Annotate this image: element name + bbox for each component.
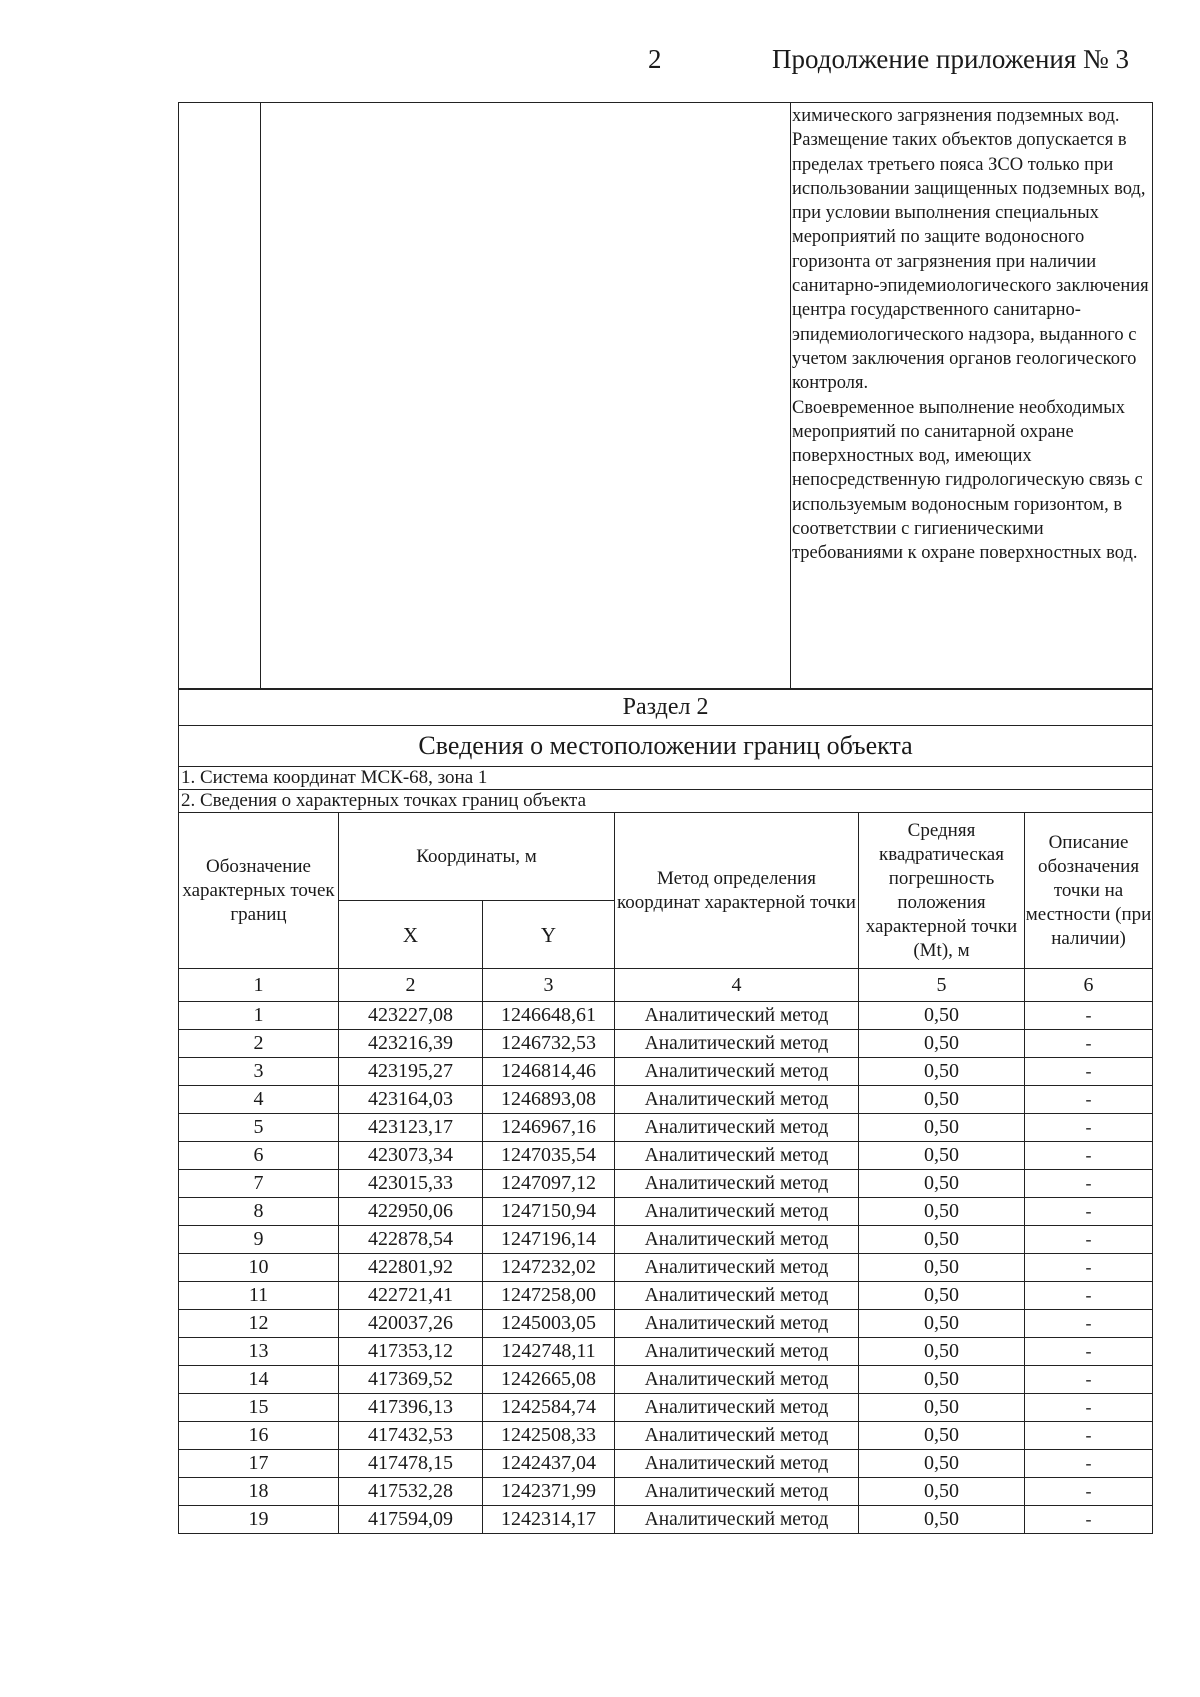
x-coordinate-cell: 422950,06	[339, 1198, 483, 1226]
table-row	[179, 1338, 1153, 1366]
x-coordinate-cell: 417594,09	[339, 1506, 483, 1534]
table-row	[179, 1058, 1153, 1086]
continuation-cell-empty-2	[261, 103, 791, 690]
column-number: 3	[483, 969, 615, 1002]
error-cell: 0,50	[859, 1478, 1025, 1506]
y-coordinate-cell: 1246967,16	[483, 1114, 615, 1142]
y-coordinate-cell: 1242371,99	[483, 1478, 615, 1506]
point-id-cell: 16	[179, 1422, 339, 1450]
point-id-cell: 15	[179, 1394, 339, 1422]
y-coordinate-cell: 1242584,74	[483, 1394, 615, 1422]
description-cell: -	[1025, 1002, 1153, 1030]
error-cell: 0,50	[859, 1254, 1025, 1282]
point-id-cell: 13	[179, 1338, 339, 1366]
table-row	[179, 1226, 1153, 1254]
error-cell: 0,50	[859, 1506, 1025, 1534]
coordinate-system: 1. Система координат МСК-68, зона 1	[179, 767, 1153, 790]
y-coordinate-cell: 1246732,53	[483, 1030, 615, 1058]
point-id-cell: 17	[179, 1450, 339, 1478]
y-coordinate-cell: 1242314,17	[483, 1506, 615, 1534]
table-row	[179, 1002, 1153, 1030]
x-coordinate-cell: 423073,34	[339, 1142, 483, 1170]
description-cell: -	[1025, 1226, 1153, 1254]
method-cell: Аналитический метод	[615, 1478, 859, 1506]
column-number: 5	[859, 969, 1025, 1002]
page-number: 2	[648, 44, 662, 74]
column-number: 1	[179, 969, 339, 1002]
y-coordinate-cell: 1242437,04	[483, 1450, 615, 1478]
description-cell: -	[1025, 1030, 1153, 1058]
method-cell: Аналитический метод	[615, 1170, 859, 1198]
point-id-cell: 7	[179, 1170, 339, 1198]
continuation-paragraph: Своевременное выполнение необходимых мероприятий по санитарной охране поверхностных вод, имеющих непосредственную гидрологическую связь с используемым водоносным горизонтом, в соответствии с гигиеническими требованиями к охране поверхностных вод.	[792, 397, 1143, 564]
y-coordinate-cell: 1247258,00	[483, 1282, 615, 1310]
header-error: Средняя квадратическая погрешность положения характерной точки (Mt), м	[859, 813, 1025, 969]
section-title: Сведения о местоположении границ объекта	[179, 726, 1153, 767]
column-number: 6	[1025, 969, 1153, 1002]
x-coordinate-cell: 420037,26	[339, 1310, 483, 1338]
description-cell: -	[1025, 1310, 1153, 1338]
x-coordinate-cell: 417396,13	[339, 1394, 483, 1422]
continuation-text-cell	[791, 103, 1153, 690]
description-cell: -	[1025, 1142, 1153, 1170]
column-number: 2	[339, 969, 483, 1002]
description-cell: -	[1025, 1198, 1153, 1226]
continuation-table	[178, 102, 1153, 690]
description-cell: -	[1025, 1422, 1153, 1450]
method-cell: Аналитический метод	[615, 1310, 859, 1338]
error-cell: 0,50	[859, 1058, 1025, 1086]
description-cell: -	[1025, 1058, 1153, 1086]
points-caption: 2. Сведения о характерных точках границ объекта	[179, 790, 1153, 813]
table-row	[179, 1114, 1153, 1142]
method-cell: Аналитический метод	[615, 1030, 859, 1058]
point-id-cell: 8	[179, 1198, 339, 1226]
continuation-cell-empty-1	[179, 103, 261, 690]
table-row	[179, 1450, 1153, 1478]
point-id-cell: 10	[179, 1254, 339, 1282]
y-coordinate-cell: 1247232,02	[483, 1254, 615, 1282]
table-row	[179, 1394, 1153, 1422]
y-coordinate-cell: 1245003,05	[483, 1310, 615, 1338]
description-cell: -	[1025, 1282, 1153, 1310]
y-coordinate-cell: 1246814,46	[483, 1058, 615, 1086]
table-row	[179, 1282, 1153, 1310]
y-coordinate-cell: 1247097,12	[483, 1170, 615, 1198]
error-cell: 0,50	[859, 1422, 1025, 1450]
method-cell: Аналитический метод	[615, 1506, 859, 1534]
x-coordinate-cell: 423195,27	[339, 1058, 483, 1086]
point-id-cell: 6	[179, 1142, 339, 1170]
x-coordinate-cell: 423164,03	[339, 1086, 483, 1114]
error-cell: 0,50	[859, 1282, 1025, 1310]
point-id-cell: 5	[179, 1114, 339, 1142]
continuation-paragraph: Размещение таких объектов допускается в пределах третьего пояса ЗСО только при использовании защищенных подземных вод, при условии выполнения специальных мероприятий по защите водоносного горизонта от загрязнения при наличии санитарно-эпидемиологического заключения центра государственного санитарно-эпидемиологического надзора, выданного с учетом заключения органов геологического контроля.	[792, 130, 1149, 394]
header-y: Y	[483, 901, 615, 969]
point-id-cell: 12	[179, 1310, 339, 1338]
description-cell: -	[1025, 1254, 1153, 1282]
method-cell: Аналитический метод	[615, 1058, 859, 1086]
description-cell: -	[1025, 1114, 1153, 1142]
y-coordinate-cell: 1242748,11	[483, 1338, 615, 1366]
point-id-cell: 3	[179, 1058, 339, 1086]
description-cell: -	[1025, 1338, 1153, 1366]
x-coordinate-cell: 417478,15	[339, 1450, 483, 1478]
header-description: Описание обозначения точки на местности (при наличии)	[1025, 813, 1153, 969]
header-method: Метод определения координат характерной точки	[615, 813, 859, 969]
error-cell: 0,50	[859, 1086, 1025, 1114]
method-cell: Аналитический метод	[615, 1226, 859, 1254]
error-cell: 0,50	[859, 1142, 1025, 1170]
description-cell: -	[1025, 1366, 1153, 1394]
error-cell: 0,50	[859, 1198, 1025, 1226]
x-coordinate-cell: 423227,08	[339, 1002, 483, 1030]
error-cell: 0,50	[859, 1366, 1025, 1394]
header-point: Обозначение характерных точек границ	[179, 813, 339, 969]
point-id-cell: 2	[179, 1030, 339, 1058]
table-row	[179, 1422, 1153, 1450]
y-coordinate-cell: 1247035,54	[483, 1142, 615, 1170]
header-x: X	[339, 901, 483, 969]
method-cell: Аналитический метод	[615, 1086, 859, 1114]
method-cell: Аналитический метод	[615, 1198, 859, 1226]
table-row	[179, 1170, 1153, 1198]
x-coordinate-cell: 417432,53	[339, 1422, 483, 1450]
x-coordinate-cell: 422721,41	[339, 1282, 483, 1310]
description-cell: -	[1025, 1506, 1153, 1534]
table-row	[179, 1366, 1153, 1394]
point-id-cell: 14	[179, 1366, 339, 1394]
description-cell: -	[1025, 1394, 1153, 1422]
x-coordinate-cell: 422801,92	[339, 1254, 483, 1282]
x-coordinate-cell: 417369,52	[339, 1366, 483, 1394]
table-row	[179, 1478, 1153, 1506]
y-coordinate-cell: 1242508,33	[483, 1422, 615, 1450]
method-cell: Аналитический метод	[615, 1282, 859, 1310]
point-id-cell: 19	[179, 1506, 339, 1534]
x-coordinate-cell: 417532,28	[339, 1478, 483, 1506]
y-coordinate-cell: 1247150,94	[483, 1198, 615, 1226]
method-cell: Аналитический метод	[615, 1338, 859, 1366]
error-cell: 0,50	[859, 1394, 1025, 1422]
error-cell: 0,50	[859, 1114, 1025, 1142]
error-cell: 0,50	[859, 1030, 1025, 1058]
description-cell: -	[1025, 1478, 1153, 1506]
y-coordinate-cell: 1246648,61	[483, 1002, 615, 1030]
table-row	[179, 1310, 1153, 1338]
description-cell: -	[1025, 1450, 1153, 1478]
error-cell: 0,50	[859, 1170, 1025, 1198]
header-coordinates: Координаты, м	[339, 813, 615, 901]
page-header-title: Продолжение приложения № 3	[772, 44, 1130, 74]
table-row	[179, 1254, 1153, 1282]
description-cell: -	[1025, 1170, 1153, 1198]
point-id-cell: 4	[179, 1086, 339, 1114]
x-coordinate-cell: 417353,12	[339, 1338, 483, 1366]
method-cell: Аналитический метод	[615, 1142, 859, 1170]
continuation-paragraph: химического загрязнения подземных вод.	[792, 106, 1120, 126]
x-coordinate-cell: 423015,33	[339, 1170, 483, 1198]
error-cell: 0,50	[859, 1450, 1025, 1478]
method-cell: Аналитический метод	[615, 1394, 859, 1422]
x-coordinate-cell: 422878,54	[339, 1226, 483, 1254]
error-cell: 0,50	[859, 1226, 1025, 1254]
point-id-cell: 11	[179, 1282, 339, 1310]
y-coordinate-cell: 1242665,08	[483, 1366, 615, 1394]
error-cell: 0,50	[859, 1002, 1025, 1030]
point-id-cell: 9	[179, 1226, 339, 1254]
table-row	[179, 1506, 1153, 1534]
x-coordinate-cell: 423123,17	[339, 1114, 483, 1142]
y-coordinate-cell: 1246893,08	[483, 1086, 615, 1114]
table-row	[179, 1086, 1153, 1114]
error-cell: 0,50	[859, 1338, 1025, 1366]
y-coordinate-cell: 1247196,14	[483, 1226, 615, 1254]
point-id-cell: 18	[179, 1478, 339, 1506]
boundary-points-table	[178, 688, 1153, 1534]
method-cell: Аналитический метод	[615, 1002, 859, 1030]
method-cell: Аналитический метод	[615, 1366, 859, 1394]
x-coordinate-cell: 423216,39	[339, 1030, 483, 1058]
column-number: 4	[615, 969, 859, 1002]
method-cell: Аналитический метод	[615, 1114, 859, 1142]
method-cell: Аналитический метод	[615, 1254, 859, 1282]
table-row	[179, 1142, 1153, 1170]
method-cell: Аналитический метод	[615, 1450, 859, 1478]
description-cell: -	[1025, 1086, 1153, 1114]
point-id-cell: 1	[179, 1002, 339, 1030]
section-label: Раздел 2	[179, 689, 1153, 726]
table-row	[179, 1198, 1153, 1226]
method-cell: Аналитический метод	[615, 1422, 859, 1450]
table-row	[179, 1030, 1153, 1058]
error-cell: 0,50	[859, 1310, 1025, 1338]
